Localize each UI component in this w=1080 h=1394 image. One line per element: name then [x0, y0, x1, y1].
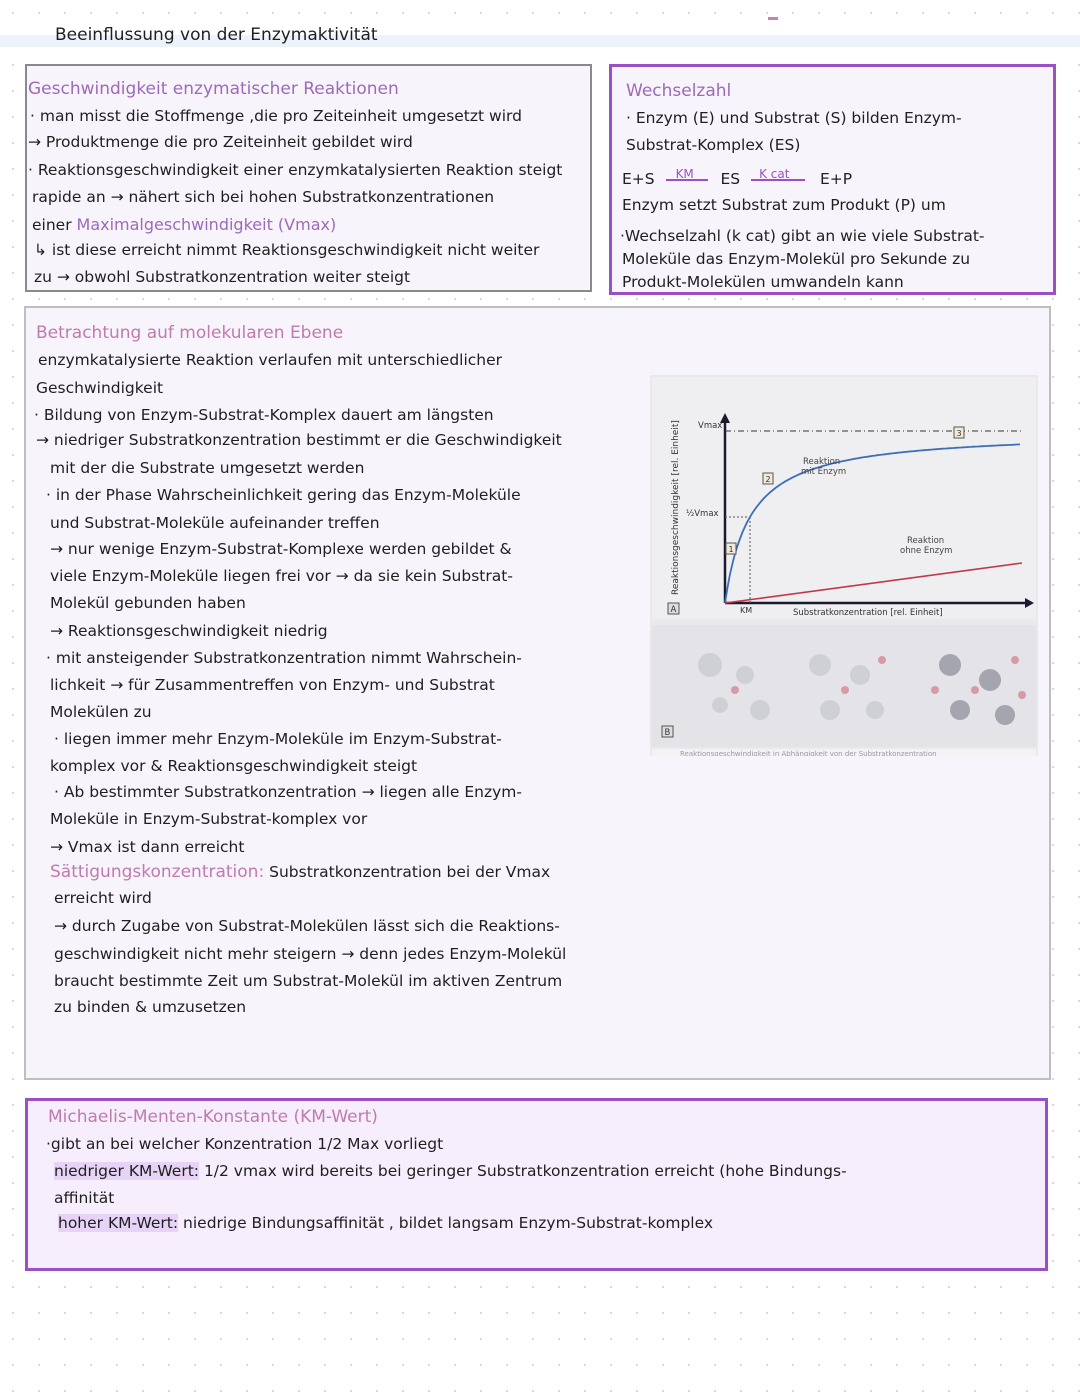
- molecular-line: und Substrat-Moleküle aufeinander treffen: [50, 514, 380, 532]
- marker-label: 2: [765, 475, 771, 484]
- molecule-blob: [866, 701, 884, 719]
- panel-b-label: B: [664, 728, 671, 738]
- curve-label: Reaktion: [803, 457, 841, 467]
- molecular-line: Moleküle in Enzym-Substrat-komplex vor: [50, 810, 368, 828]
- turnover-line: ·Wechselzahl (k cat) gibt an wie viele Substrat-: [620, 227, 985, 245]
- half-vmax-tick: ½Vmax: [686, 509, 719, 519]
- substrate-dot: [1018, 691, 1026, 699]
- saturation-line: [50, 861, 550, 883]
- molecular-line: Molekül gebunden haben: [50, 594, 246, 612]
- molecule-blob: [712, 697, 728, 713]
- speed-line: zu → obwohl Substratkonzentration weiter steigt: [34, 268, 411, 286]
- molecule-panel: [652, 625, 1036, 747]
- molecular-line: · Ab bestimmter Substratkonzentration → liegen alle Enzym-: [54, 783, 522, 801]
- turnover-line: Enzym setzt Substrat zum Produkt (P) um: [622, 196, 946, 214]
- substrate-dot: [731, 686, 739, 694]
- kcat-arrow-label: K cat: [759, 167, 790, 181]
- speed-line: · Reaktionsgeschwindigkeit einer enzymkatalysierten Reaktion steigt: [28, 161, 563, 179]
- line-label: ohne Enzym: [900, 546, 953, 556]
- substrate-dot: [971, 686, 979, 694]
- vmax-label: Maximalgeschwindigkeit (Vmax): [76, 215, 337, 234]
- arrow-line: [751, 179, 805, 181]
- speed-line: → Produktmenge die pro Zeiteinheit gebildet wird: [28, 133, 413, 151]
- reaction-equation: [622, 168, 852, 190]
- molecule-blob: [939, 654, 961, 676]
- km-arrow-label: KM: [675, 167, 694, 181]
- substrate-dot: [1011, 656, 1019, 664]
- low-km-label: niedriger KM-Wert:: [54, 1162, 199, 1180]
- molecule-blob: [698, 653, 722, 677]
- marker-label: 3: [956, 429, 962, 438]
- michaelis-line: affinität: [54, 1189, 115, 1207]
- molecule-blob: [950, 700, 970, 720]
- vmax-tick: Vmax: [698, 421, 723, 431]
- molecule-blob: [979, 669, 1001, 691]
- turnover-line: Moleküle das Enzym-Molekül pro Sekunde zu: [622, 250, 971, 268]
- molecule-blob: [809, 654, 831, 676]
- molecular-line: erreicht wird: [54, 889, 152, 907]
- kcat-arrow: [751, 168, 809, 190]
- molecular-line: geschwindigkeit nicht mehr steigern → denn jedes Enzym-Molekül: [54, 945, 567, 963]
- eq-complex: ES: [720, 170, 741, 188]
- high-km-label: hoher KM-Wert:: [58, 1214, 179, 1232]
- speed-line-start: einer: [32, 216, 72, 234]
- line-label: Reaktion: [907, 536, 945, 546]
- substrate-dot: [931, 686, 939, 694]
- speed-heading: Geschwindigkeit enzymatischer Reaktionen: [28, 79, 399, 99]
- low-km-text: 1/2 vmax wird bereits bei geringer Substratkonzentration erreicht (hohe Bindungs-: [203, 1162, 847, 1180]
- michaelis-heading: Michaelis-Menten-Konstante (KM-Wert): [48, 1107, 378, 1127]
- molecular-line: → durch Zugabe von Substrat-Molekülen lässt sich die Reaktions-: [54, 917, 560, 935]
- marker-label: 1: [728, 545, 734, 554]
- molecular-line: Molekülen zu: [50, 703, 152, 721]
- panel-a-label: A: [670, 605, 677, 615]
- molecular-line: → niedriger Substratkonzentration bestimmt er die Geschwindigkeit: [36, 431, 562, 449]
- molecule-blob: [850, 665, 870, 685]
- michaelis-low-line: [54, 1160, 847, 1182]
- molecular-heading: Betrachtung auf molekularen Ebene: [36, 323, 344, 343]
- speed-line: ↳ ist diese erreicht nimmt Reaktionsgeschwindigkeit nicht weiter: [34, 241, 540, 259]
- y-axis-label: Reaktionsgeschwindigkeit [rel. Einheit]: [671, 420, 681, 595]
- michaelis-high-line: [58, 1212, 713, 1234]
- turnover-line: · Enzym (E) und Substrat (S) bilden Enzym-: [626, 109, 962, 127]
- arrow-line: [666, 179, 708, 181]
- speed-line: · man misst die Stoffmenge ,die pro Zeiteinheit umgesetzt wird: [30, 107, 522, 125]
- molecular-line: · Bildung von Enzym-Substrat-Komplex dauert am längsten: [34, 406, 494, 424]
- michaelis-line: ·gibt an bei welcher Konzentration 1/2 Max vorliegt: [46, 1135, 444, 1153]
- eq-products: E+P: [820, 170, 853, 188]
- saturation-definition: Substratkonzentration bei der Vmax: [269, 863, 551, 881]
- molecular-line: braucht bestimmte Zeit um Substrat-Molekül im aktiven Zentrum: [54, 972, 563, 990]
- substrate-dot: [878, 656, 886, 664]
- molecular-line: mit der die Substrate umgesetzt werden: [50, 459, 365, 477]
- molecular-line: · mit ansteigender Substratkonzentration nimmt Wahrschein-: [46, 649, 522, 667]
- molecular-line: komplex vor & Reaktionsgeschwindigkeit steigt: [50, 757, 418, 775]
- saturation-term: Sättigungskonzentration:: [50, 862, 265, 882]
- curve-label: mit Enzym: [801, 467, 847, 477]
- molecular-line: enzymkatalysierte Reaktion verlaufen mit unterschiedlicher: [38, 351, 503, 369]
- pen-mark: [768, 17, 778, 20]
- km-arrow: [666, 168, 710, 190]
- molecular-line: viele Enzym-Moleküle liegen frei vor → da sie kein Substrat-: [50, 567, 513, 585]
- molecular-line: → nur wenige Enzym-Substrat-Komplexe werden gebildet &: [50, 540, 512, 558]
- figure-caption: Reaktionsgeschwindigkeit in Abhängigkeit von der Substratkonzentration: [680, 750, 937, 756]
- molecular-line: zu binden & umzusetzen: [54, 998, 247, 1016]
- speed-line: [32, 214, 336, 236]
- kinetics-svg: [650, 375, 1038, 756]
- eq-reactants: E+S: [622, 170, 655, 188]
- page-title: Beeinflussung von der Enzymaktivität: [55, 25, 378, 45]
- turnover-heading: Wechselzahl: [626, 81, 732, 101]
- substrate-dot: [841, 686, 849, 694]
- molecule-blob: [820, 700, 840, 720]
- turnover-line: Produkt-Molekülen umwandeln kann: [622, 273, 904, 291]
- molecule-blob: [995, 705, 1015, 725]
- molecular-line: · liegen immer mehr Enzym-Moleküle im Enzym-Substrat-: [54, 730, 502, 748]
- molecular-line: Geschwindigkeit: [36, 379, 164, 397]
- molecular-line: → Reaktionsgeschwindigkeit niedrig: [50, 622, 328, 640]
- km-tick: KM: [740, 606, 753, 615]
- molecular-line: lichkeit → für Zusammentreffen von Enzym- und Substrat: [50, 676, 495, 694]
- molecular-line: → Vmax ist dann erreicht: [50, 838, 245, 856]
- molecular-line: · in der Phase Wahrscheinlichkeit gering das Enzym-Moleküle: [46, 486, 521, 504]
- high-km-text: niedrige Bindungsaffinität , bildet langsam Enzym-Substrat-komplex: [183, 1214, 714, 1232]
- speed-line: rapide an → nähert sich bei hohen Substratkonzentrationen: [32, 188, 495, 206]
- x-axis-label: Substratkonzentration [rel. Einheit]: [793, 608, 943, 618]
- chart-panel: [652, 377, 1036, 619]
- turnover-line: Substrat-Komplex (ES): [626, 136, 801, 154]
- molecule-blob: [736, 666, 754, 684]
- molecule-blob: [750, 700, 770, 720]
- enzyme-kinetics-figure: [650, 375, 1038, 756]
